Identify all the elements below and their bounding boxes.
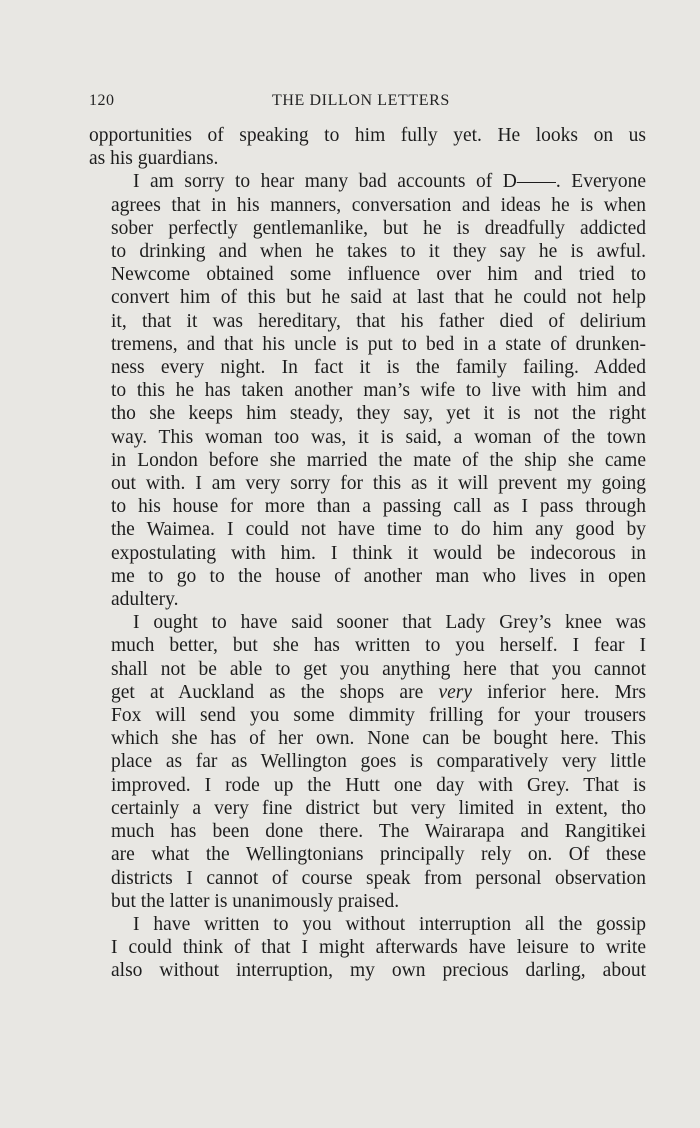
- running-head: [89, 92, 646, 114]
- text-line: much better, but she has written to you herself. I fear I: [111, 635, 646, 657]
- text-line: it, that it was hereditary, that his father died of delirium: [111, 310, 646, 332]
- text-line: get at Auckland as the shops are very inferior here. Mrs: [111, 681, 646, 703]
- paragraph: [89, 611, 646, 913]
- text-line: districts I cannot of course speak from personal observation: [111, 867, 646, 889]
- text-line: I am sorry to hear many bad accounts of D——. Everyone: [133, 171, 646, 193]
- text-line: expostulating with him. I think it would be indecorous in: [111, 542, 646, 564]
- text-line: which she has of her own. None can be bought here. This: [111, 728, 646, 750]
- text-line: but the latter is unanimously praised.: [111, 890, 400, 912]
- text-line: I have written to you without interruption all the gossip: [133, 913, 646, 935]
- text-line: as his guardians.: [89, 148, 219, 170]
- text-line: I could think of that I might afterwards have leisure to write: [111, 937, 646, 959]
- text-line: to this he has taken another man’s wife to live with him and: [111, 380, 646, 402]
- paragraph: [89, 170, 646, 611]
- text-line: way. This woman too was, it is said, a woman of the town: [111, 426, 646, 448]
- text-line: also without interruption, my own precious darling, about: [111, 960, 646, 982]
- text-line: adultery.: [111, 589, 179, 611]
- paragraph: [89, 124, 646, 170]
- text-line: place as far as Wellington goes is comparatively very little: [111, 751, 646, 773]
- text-line: to his house for more than a passing call as I pass through: [111, 496, 646, 518]
- text-line: convert him of this but he said at last that he could not help: [111, 287, 646, 309]
- text-line: certainly a very fine district but very limited in extent, tho: [111, 797, 646, 819]
- text-line: are what the Wellingtonians principally rely on. Of these: [111, 844, 646, 866]
- text-line: I ought to have said sooner that Lady Grey’s knee was: [133, 612, 646, 634]
- text-line: much has been done there. The Wairarapa and Rangitikei: [111, 821, 646, 843]
- page-number: 120: [89, 92, 115, 109]
- text-line: me to go to the house of another man who lives in open: [111, 565, 646, 587]
- text-line: agrees that in his manners, conversation and ideas he is when: [111, 194, 646, 216]
- text-line: shall not be able to get you anything here that you cannot: [111, 658, 646, 680]
- text-line: out with. I am very sorry for this as it will prevent my going: [111, 473, 646, 495]
- text-line: to drinking and when he takes to it they say he is awful.: [111, 241, 646, 263]
- text-line: ness every night. In fact it is the family failing. Added: [111, 357, 646, 379]
- text-line: Newcome obtained some influence over him and tried to: [111, 264, 646, 286]
- text-line: opportunities of speaking to him fully yet. He looks on us: [89, 125, 646, 146]
- text-line: tho she keeps him steady, they say, yet it is not the right: [111, 403, 646, 425]
- text-line: tremens, and that his uncle is put to bed in a state of drunken-: [111, 333, 646, 355]
- text-line: the Waimea. I could not have time to do him any good by: [111, 519, 646, 541]
- text-line: in London before she married the mate of the ship she came: [111, 449, 646, 471]
- paragraph: [89, 913, 646, 983]
- letter-body: [89, 124, 646, 983]
- running-title: THE DILLON LETTERS: [272, 92, 450, 109]
- text-line: Fox will send you some dimmity frilling for your trousers: [111, 705, 646, 727]
- text-line: sober perfectly gentlemanlike, but he is dreadfully addicted: [111, 217, 646, 239]
- text-line: improved. I rode up the Hutt one day with Grey. That is: [111, 774, 646, 796]
